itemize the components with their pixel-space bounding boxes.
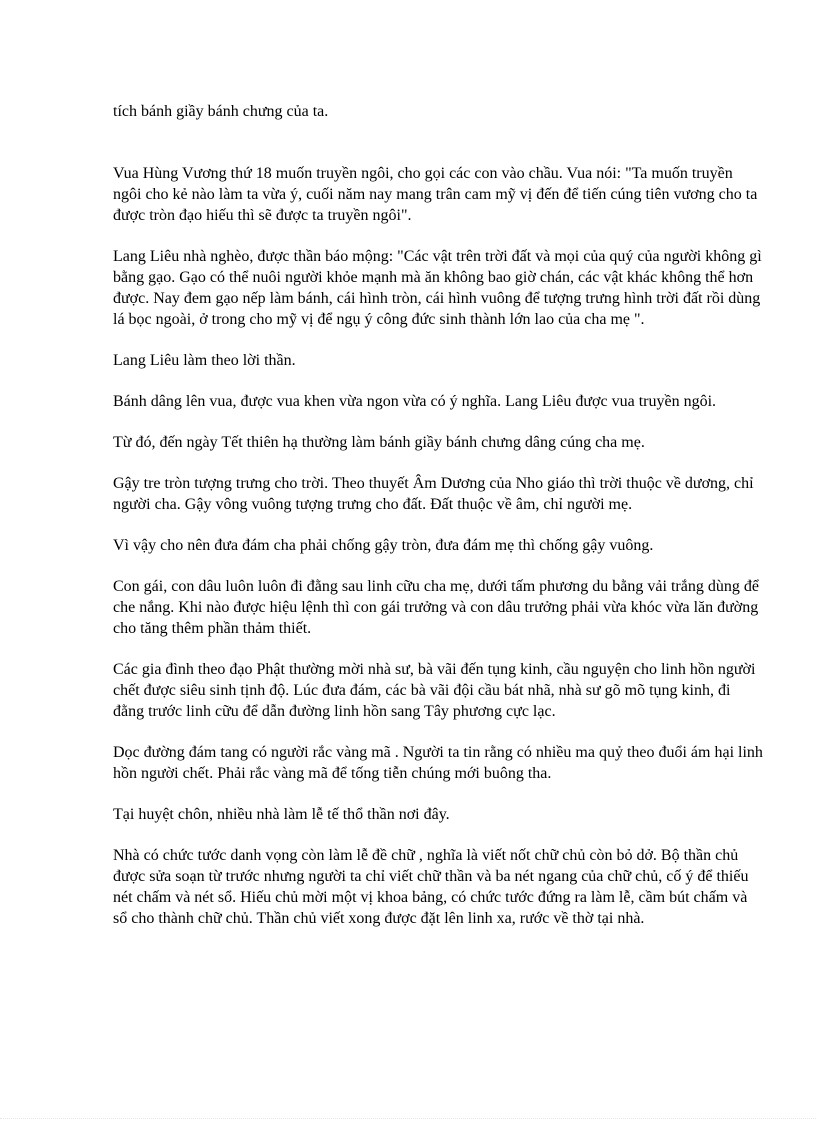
paragraph-staff-rule: Vì vậy cho nên đưa đám cha phải chống gậy tròn, đưa đám mẹ thì chống gậy vuông. (113, 537, 654, 554)
paragraph-daughters: Con gái, con dâu luôn luôn đi đằng sau linh cữu cha mẹ, dưới tấm phương du bằng vải trắng dùng để che nắng. Khi nào được hiệu lệnh thì con gái trưởng và con dâu trưởng phải vừa khóc vừa lăn đường cho tăng thêm phần thảm thiết. (113, 578, 759, 637)
page-bottom-edge (0, 1118, 816, 1119)
paragraph-buddhist-families: Các gia đình theo đạo Phật thường mời nhà sư, bà vãi đến tụng kinh, cầu nguyện cho linh hồn người chết được siêu sinh tịnh độ. Lúc đưa đám, các bà vãi đội cầu bát nhã, nhà sư gõ mõ tụng kinh, đi đằng trước linh cữu để dẫn đường linh hồn sang Tây phương cực lạc. (113, 661, 756, 720)
paragraph-votive-paper: Dọc đường đám tang có người rắc vàng mã . Người ta tin rằng có nhiều ma quỷ theo đuổi ám hại linh hồn người chết. Phải rắc vàng mã để tống tiễn chúng mới buông tha. (113, 744, 763, 782)
paragraph-king-hung: Vua Hùng Vương thứ 18 muốn truyền ngôi, cho gọi các con vào chầu. Vua nói: "Ta muốn truyền ngôi cho kẻ nào làm ta vừa ý, cuối năm nay mang trân cam mỹ vị đến để tiến cúng tiên vương cho ta được tròn đạo hiếu thì sẽ được ta truyền ngôi". (113, 165, 758, 224)
paragraph-grave-rite: Tại huyệt chôn, nhiều nhà làm lễ tế thổ thần nơi đây. (113, 806, 450, 823)
paragraph-lang-lieu-dream: Lang Liêu nhà nghèo, được thần báo mộng: "Các vật trên trời đất và mọi của quý của người không gì bằng gạo. Gạo có thể nuôi người khỏe mạnh mà ăn không bao giờ chán, các vật khác không thể hơn được. Nay đem gạo nếp làm bánh, cái hình tròn, cái hình vuông để tượng trưng hình trời đất rồi dùng lá bọc ngoài, ở trong cho mỹ vị để ngụ ý công đức sinh thành lớn lao của cha mẹ ". (113, 248, 762, 328)
paragraph-inscription-rite: Nhà có chức tước danh vọng còn làm lễ đề chữ , nghĩa là viết nốt chữ chủ còn bỏ dở. Bộ thần chủ được sửa soạn từ trước nhưng người ta chỉ viết chữ thần và ba nét ngang của chữ chủ, cố ý để thiếu nét chấm và nét sổ. Hiếu chủ mời một vị khoa bảng, có chức tước đứng ra làm lễ, cầm bút chấm và sổ cho thành chữ chủ. Thần chủ viết xong được đặt lên linh xa, rước về thờ tại nhà. (113, 847, 749, 927)
document-body (113, 101, 763, 929)
paragraph-lang-lieu-follows: Lang Liêu làm theo lời thần. (113, 352, 296, 369)
paragraph-intro-end: tích bánh giầy bánh chưng của ta. (113, 103, 329, 120)
paragraph-cake-offered: Bánh dâng lên vua, được vua khen vừa ngon vừa có ý nghĩa. Lang Liêu được vua truyền ngôi. (113, 393, 717, 410)
paragraph-bamboo-staff: Gậy tre tròn tượng trưng cho trời. Theo thuyết Âm Dương của Nho giáo thì trời thuộc về dương, chỉ người cha. Gậy vông vuông tượng trưng cho đất. Đất thuộc về âm, chỉ người mẹ. (113, 475, 754, 513)
paragraph-tet-tradition: Từ đó, đến ngày Tết thiên hạ thường làm bánh giầy bánh chưng dâng cúng cha mẹ. (113, 434, 645, 451)
